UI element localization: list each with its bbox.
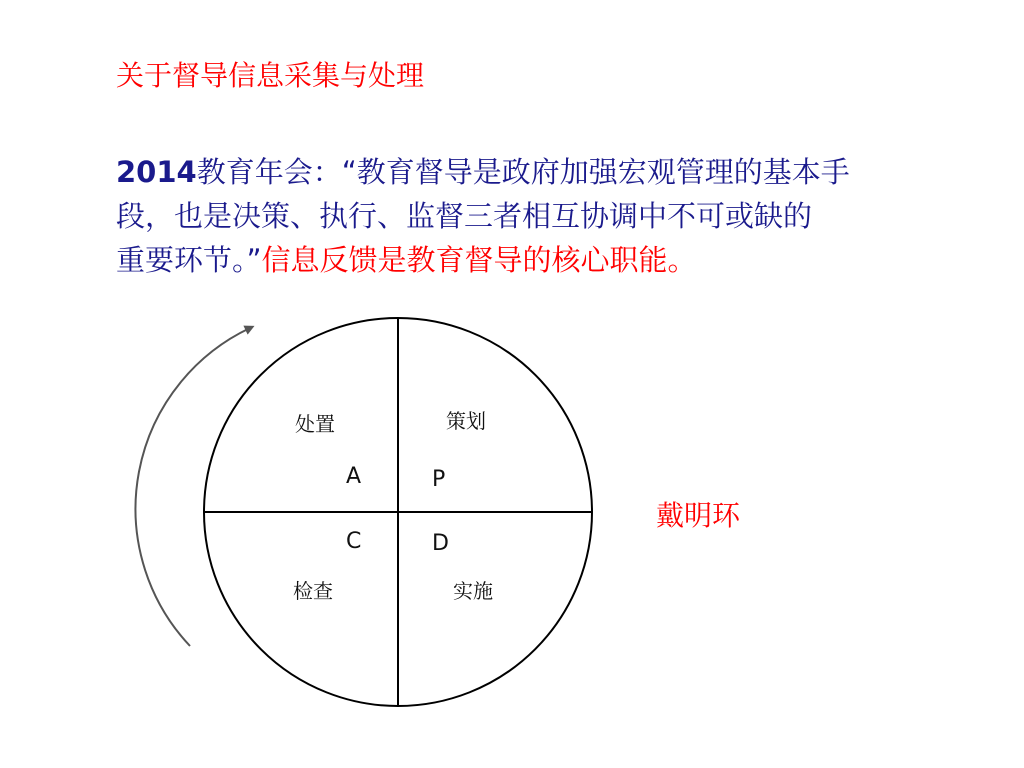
quadrant-label-act: 处置 [295,412,335,436]
quadrant-letter-p: P [432,467,446,492]
quote-line-3-prefix: 重要环节。” [116,243,262,277]
quote-paragraph [116,150,976,282]
quote-line-3 [116,238,976,282]
pdca-cycle-diagram [150,300,610,720]
deming-cycle-label: 戴明环 [656,499,741,532]
quadrant-letter-a: A [346,464,362,489]
quote-line-1-text: 教育年会：“教育督导是政府加强宏观管理的基本手 [196,155,850,189]
quadrant-label-do: 实施 [453,579,493,603]
quadrant-letter-d: D [432,531,449,556]
slide-title: 关于督导信息采集与处理 [116,59,425,92]
quadrant-label-check: 检查 [293,579,333,603]
quote-year: 2014 [116,155,197,189]
quote-line-2: 段，也是决策、执行、监督三者相互协调中不可或缺的 [116,199,813,233]
quadrant-letter-c: C [346,529,362,554]
quote-line-1 [116,150,976,194]
rotation-arrow [136,328,250,646]
quote-highlight: 信息反馈是教育督导的核心职能。 [261,243,697,277]
quadrant-label-plan: 策划 [446,409,486,433]
